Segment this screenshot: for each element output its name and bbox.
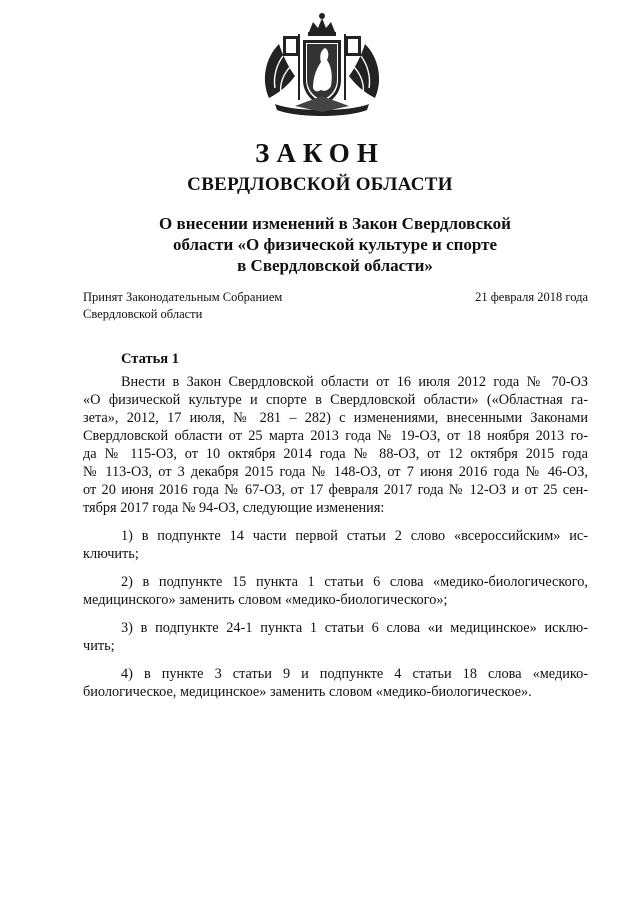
- law-subject-line: области «О физической культуре и спорте: [172, 235, 498, 254]
- text-line: биологическое, медицинское» заменить словом «медико-биологическое».: [83, 684, 532, 700]
- law-subject-line: в Свердловской области»: [237, 256, 433, 275]
- amendment-item-1: [83, 527, 588, 563]
- region-title: СВЕРДЛОВСКОЙ ОБЛАСТИ: [187, 174, 453, 195]
- text-line: Свердловской области от 25 марта 2013 года № 19-ОЗ, от 18 ноября 2013 го-: [83, 428, 588, 444]
- text-line: медицинского» заменить словом «медико-биологического»;: [83, 592, 448, 608]
- text-line: ключить;: [83, 546, 139, 562]
- amendment-item-2: [83, 573, 588, 609]
- article-heading: Статья 1: [121, 351, 179, 367]
- document-title: ЗАКОН: [255, 138, 385, 168]
- text-line: чить;: [83, 638, 115, 654]
- coat-of-arms-emblem: [255, 10, 389, 120]
- text-line: от 20 июня 2016 года № 67-ОЗ, от 17 февраля 2017 года № 12-ОЗ и от 25 сен-: [83, 482, 588, 498]
- text-line: тября 2017 года № 94-ОЗ, следующие изменения:: [83, 500, 385, 516]
- article-intro-paragraph: [83, 373, 588, 517]
- adoption-date: 21 февраля 2018 года: [475, 290, 588, 304]
- sverdlovsk-coat-of-arms-icon: [255, 10, 389, 120]
- adopted-by-line: Принят Законодательным Собранием: [83, 290, 283, 304]
- text-line: 4) в пункте 3 статьи 9 и подпункте 4 статьи 18 слова «медико-: [121, 666, 588, 682]
- text-line: зета», 2012, 17 июля, № 281 – 282) с изменениями, внесенными Законами: [83, 410, 588, 426]
- text-line: «О физической культуре и спорте в Свердловской области» («Областная га-: [83, 392, 588, 408]
- text-line: да № 115-ОЗ, от 10 октября 2014 года № 88-ОЗ, от 12 октября 2015 года: [83, 446, 588, 462]
- article-1: [83, 350, 588, 711]
- law-subject-line: О внесении изменений в Закон Свердловской: [159, 214, 511, 233]
- amendment-item-3: [83, 619, 588, 655]
- text-line: № 113-ОЗ, от 3 декабря 2015 года № 148-ОЗ, от 7 июня 2016 года № 46-ОЗ,: [83, 464, 588, 480]
- text-line: 1) в подпункте 14 части первой статьи 2 слово «всероссийским» ис-: [121, 528, 588, 544]
- text-line: Внести в Закон Свердловской области от 16 июля 2012 года № 70-ОЗ: [121, 374, 588, 390]
- law-subject: [120, 213, 550, 276]
- adopted-by-line: Свердловской области: [83, 307, 203, 321]
- text-line: 3) в подпункте 24-1 пункта 1 статьи 6 слова «и медицинское» исклю-: [121, 620, 588, 636]
- amendment-item-4: [83, 665, 588, 701]
- text-line: 2) в подпункте 15 пункта 1 статьи 6 слова «медико-биологического,: [121, 574, 588, 590]
- adopted-by: [83, 289, 282, 323]
